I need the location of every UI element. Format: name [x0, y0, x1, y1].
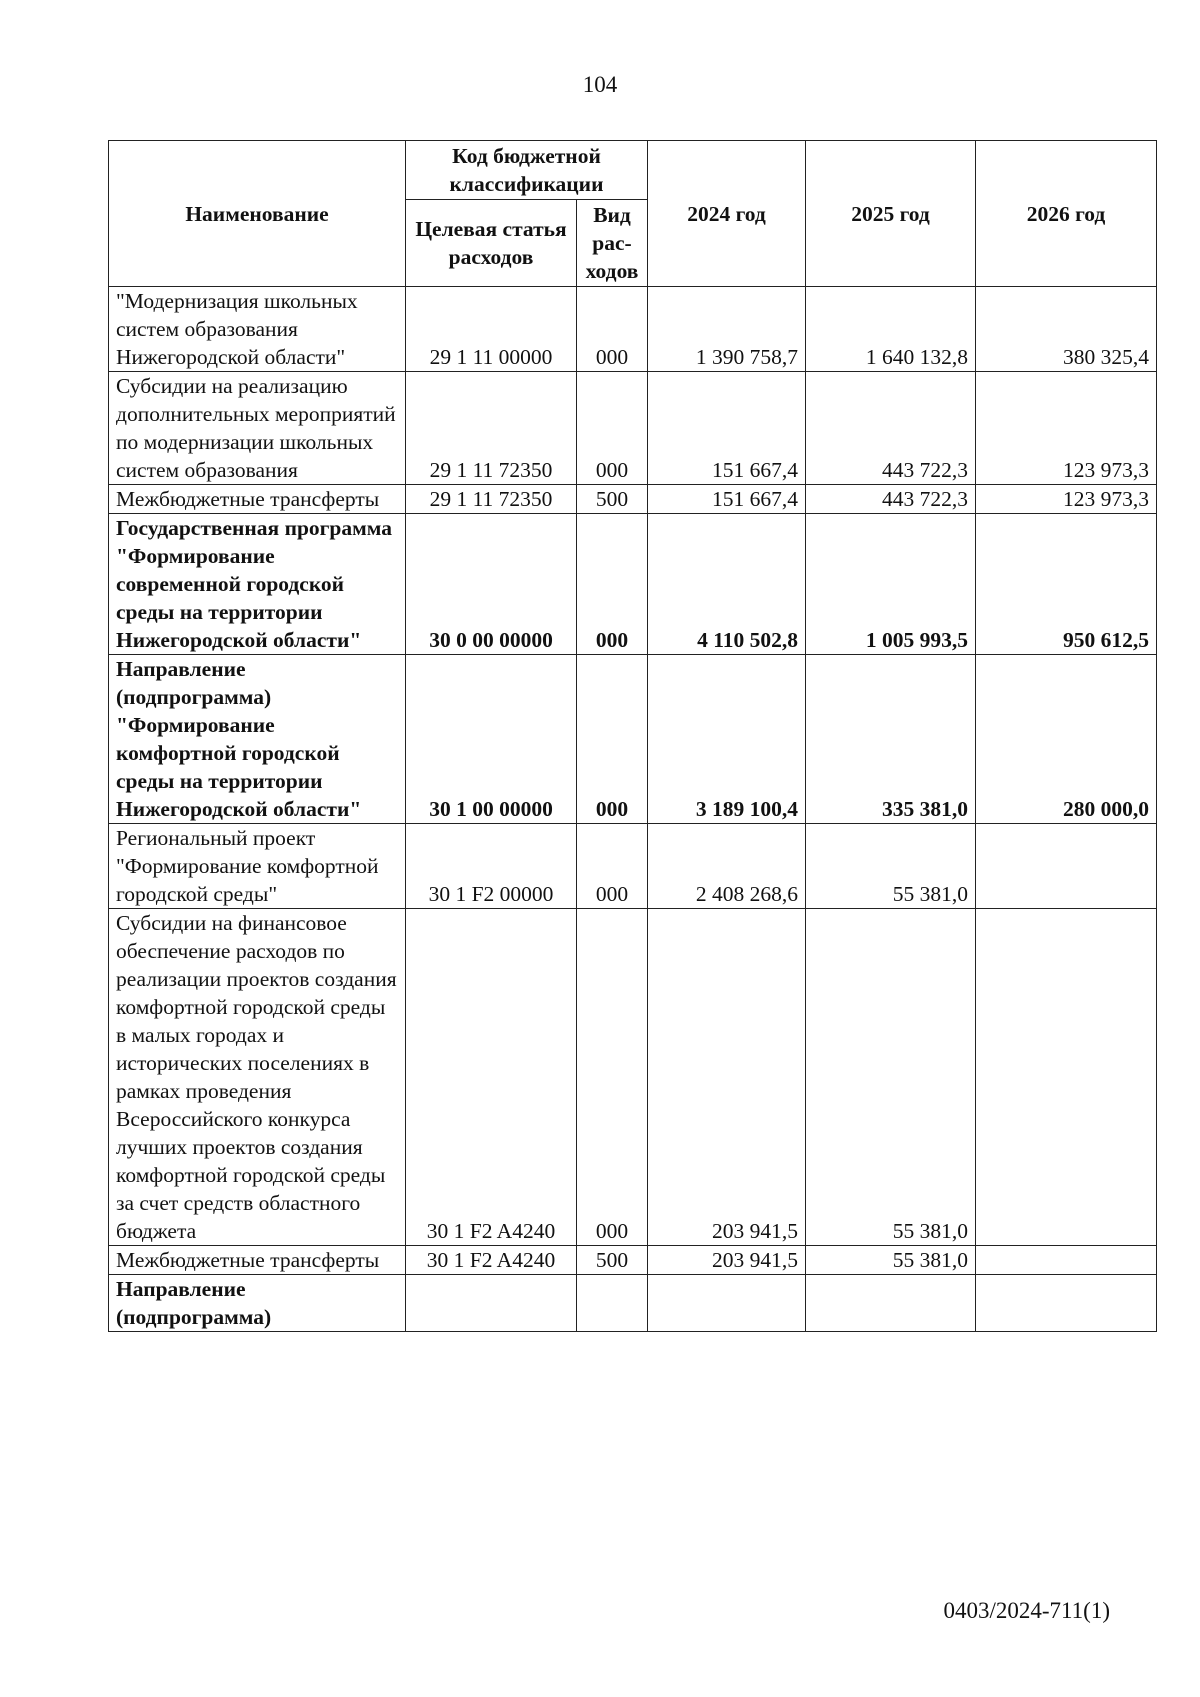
row-2026 [976, 1275, 1157, 1332]
row-name: "Модернизация школьных систем образования Нижегородской области" [109, 287, 406, 372]
row-2026 [976, 1246, 1157, 1275]
page-number: 104 [582, 72, 618, 97]
row-name: Направление (подпрограмма) [109, 1275, 406, 1332]
row-2025: 55 381,0 [806, 1246, 976, 1275]
budget-table [108, 140, 1157, 1332]
row-2026: 380 325,4 [976, 287, 1157, 372]
row-2026: 123 973,3 [976, 485, 1157, 514]
table-row [109, 287, 1157, 372]
row-type [577, 1275, 648, 1332]
header-2026: 2026 год [976, 141, 1157, 287]
table-row [109, 655, 1157, 824]
document-number: 0403/2024-711(1) [943, 1598, 1110, 1623]
row-name: Субсидии на финансовое обеспечение расходов по реализации проектов создания комфортной городской среды в малых городах и исторических поселениях в рамках проведения Всероссийского конкурса лучших проектов создания комфортной городской среды за счет средств областного бюджета [109, 909, 406, 1246]
row-2025: 335 381,0 [806, 655, 976, 824]
row-code: 29 1 11 72350 [406, 372, 577, 485]
header-row-1 [109, 141, 1157, 200]
header-2024: 2024 год [648, 141, 806, 287]
table-row [109, 1275, 1157, 1332]
row-2024: 151 667,4 [648, 485, 806, 514]
row-2026 [976, 909, 1157, 1246]
row-name: Государственная программа "Формирование современной городской среды на территории Нижегородской области" [109, 514, 406, 655]
header-2025: 2025 год [806, 141, 976, 287]
row-code: 30 1 F2 00000 [406, 824, 577, 909]
header-target-article: Целевая статья расходов [406, 200, 577, 287]
row-2025 [806, 1275, 976, 1332]
row-name: Направление (подпрограмма) "Формирование комфортной городской среды на территории Нижегородской области" [109, 655, 406, 824]
table-row [109, 909, 1157, 1246]
table-row [109, 514, 1157, 655]
table-row [109, 824, 1157, 909]
row-2026 [976, 824, 1157, 909]
row-name: Субсидии на реализацию дополнительных мероприятий по модернизации школьных систем образования [109, 372, 406, 485]
row-code [406, 1275, 577, 1332]
row-name: Межбюджетные трансферты [109, 1246, 406, 1275]
table-row [109, 372, 1157, 485]
row-type: 000 [577, 655, 648, 824]
row-2026: 950 612,5 [976, 514, 1157, 655]
row-2025: 55 381,0 [806, 909, 976, 1246]
row-2024: 203 941,5 [648, 909, 806, 1246]
header-budget-code: Код бюджетной классификации [406, 141, 648, 200]
row-code: 30 1 F2 A4240 [406, 909, 577, 1246]
row-2026: 123 973,3 [976, 372, 1157, 485]
row-code: 29 1 11 72350 [406, 485, 577, 514]
row-type: 500 [577, 1246, 648, 1275]
row-code: 30 0 00 00000 [406, 514, 577, 655]
row-type: 000 [577, 372, 648, 485]
row-2024: 3 189 100,4 [648, 655, 806, 824]
row-code: 30 1 00 00000 [406, 655, 577, 824]
row-type: 000 [577, 824, 648, 909]
header-name: Наименование [109, 141, 406, 287]
row-2024 [648, 1275, 806, 1332]
row-2025: 1 005 993,5 [806, 514, 976, 655]
row-2024: 151 667,4 [648, 372, 806, 485]
row-2026: 280 000,0 [976, 655, 1157, 824]
row-2025: 55 381,0 [806, 824, 976, 909]
row-type: 500 [577, 485, 648, 514]
row-2024: 1 390 758,7 [648, 287, 806, 372]
row-name: Региональный проект "Формирование комфортной городской среды" [109, 824, 406, 909]
header-expense-type: Вид рас-ходов [577, 200, 648, 287]
row-type: 000 [577, 287, 648, 372]
row-2024: 2 408 268,6 [648, 824, 806, 909]
table-row [109, 1246, 1157, 1275]
row-2024: 203 941,5 [648, 1246, 806, 1275]
row-type: 000 [577, 909, 648, 1246]
row-code: 29 1 11 00000 [406, 287, 577, 372]
table-row [109, 485, 1157, 514]
row-name: Межбюджетные трансферты [109, 485, 406, 514]
row-2025: 443 722,3 [806, 372, 976, 485]
row-2024: 4 110 502,8 [648, 514, 806, 655]
row-2025: 1 640 132,8 [806, 287, 976, 372]
row-2025: 443 722,3 [806, 485, 976, 514]
row-type: 000 [577, 514, 648, 655]
row-code: 30 1 F2 A4240 [406, 1246, 577, 1275]
